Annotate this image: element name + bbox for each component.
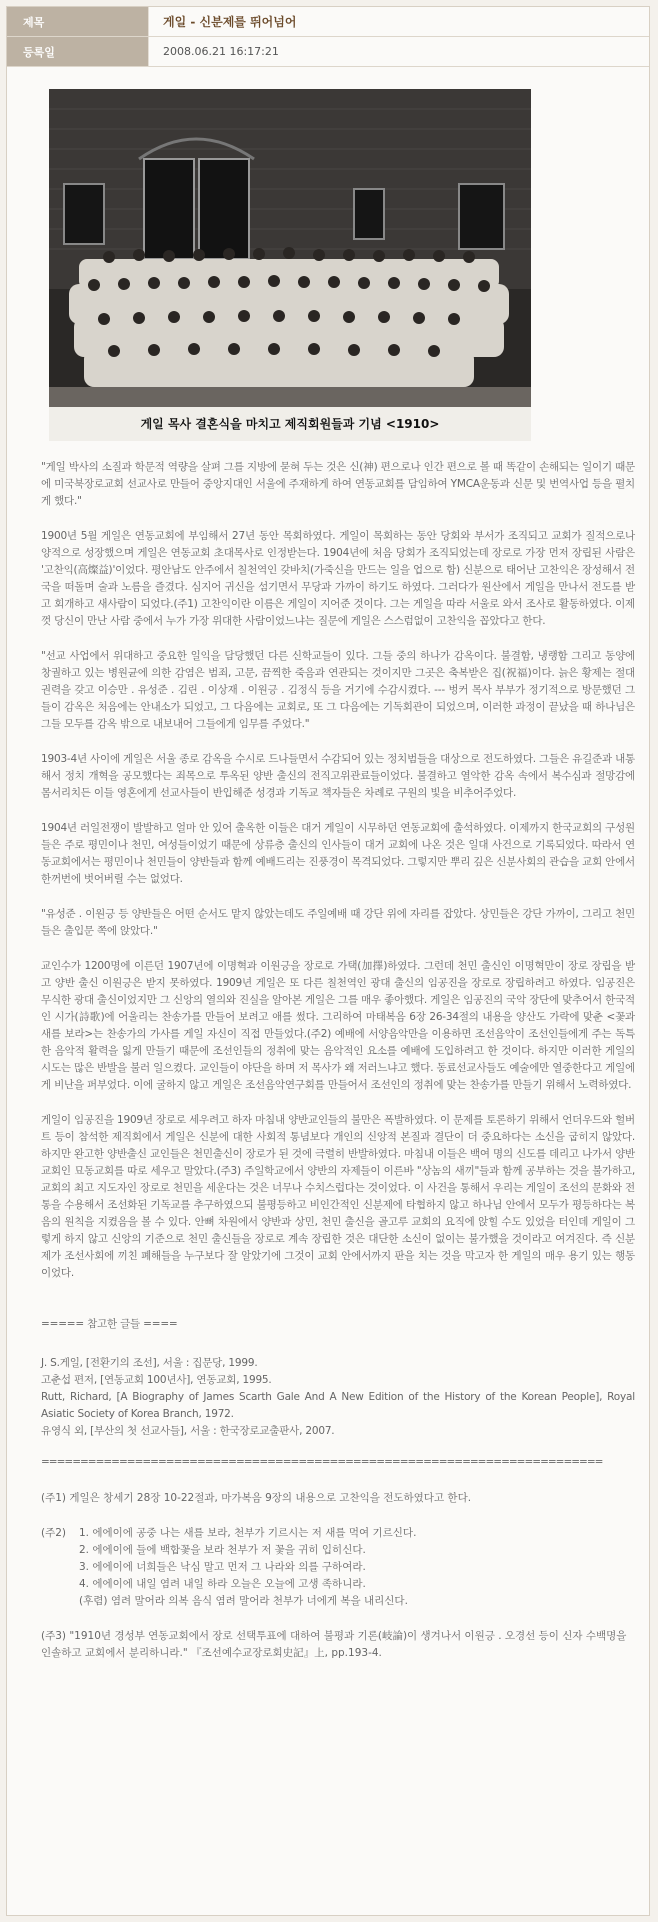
footnote-2-line: 3. 에에이에 너희들은 낙심 말고 먼저 그 나라와 의를 구하여라.	[79, 1561, 366, 1573]
references	[41, 1316, 635, 1440]
reference-item: 유영식 외, [부산의 첫 선교사들], 서울 : 한국장로교출판사, 2007.	[41, 1425, 335, 1437]
reference-item: Rutt, Richard, [A Biography of James Scarth Gale And A New Edition of the History of the Korean People], Royal Asiatic Society of Korea Branch, 1972.	[41, 1391, 635, 1420]
title-label: 제목	[7, 7, 149, 36]
footnote-1: (주1) 게일은 창세기 28장 10-22절과, 마가복음 9장의 내용으로 고찬익을 전도하였다고 한다.	[41, 1492, 472, 1504]
footnote-2	[41, 1525, 635, 1610]
references-heading: ===== 참고한 글들 ====	[41, 1318, 178, 1330]
article-title: 게일 - 신분제를 뛰어넘어	[149, 7, 649, 36]
paragraph: 게일이 임공진을 1909년 장로로 세우려고 하자 마침내 양반교인들의 불만은 폭발하였다. 이 문제를 토론하기 위해서 언더우드와 헐버트 등이 참석한 제직회에서 게일은 신분에 대한 사회적 통념보다 개인의 신앙적 본질과 결단이 더 중요하다는 소신을 굽히지 않았다. 하지만 완고한 양반출신 교인들은 천민출신이 장로가 된 것에 극렬히 반발하였다. 마침내 이들은 백여 명의 신도를 데리고 나가서 양반교회인 묘동교회를 따로 세우고 말았다.(주3) 주일학교에서 양반의 자제들이 이른바 "상놈의 새끼"들과 함께 공부하는 것을 불가하고, 교회의 최고 지도자인 장로로 천민을 세운다는 것은 너무나 수치스럽다는 것이었다. 이 사건을 통해서 우리는 게일이 조선의 문화와 전통을 수용해서 조선화된 기독교를 추구하였으되 불평등하고 비인간적인 신분제에 타협하지 않고 하나님 안에서 모두가 평등하다는 복음의 원칙을 지켰음을 볼 수 있다. 안뼈 차원에서 양반과 상민, 천민 출신을 골고루 교회의 요직에 앉힐 수도 있었을 터인데 게일이 그렇게 하지 않고 신앙의 기준으로 천민 출신들을 장로로 계속 장립한 것은 대단한 소신이 없이는 불가했을 것이라고 여겨진다. 즉 신분제가 조선사회에 끼친 폐해들을 누구보다 잘 알았기에 그것이 교회 안에서까지 판을 치는 것을 막고자 한 게일의 매우 용기 있는 행동이었다.	[41, 1114, 635, 1279]
group-photo-image	[49, 89, 531, 407]
footnote-2-line: 2. 에에이에 들에 백합꽃을 보라 천부가 저 꽃을 귀히 입히신다.	[79, 1544, 366, 1556]
paragraph: 1903-4년 사이에 게일은 서울 종로 감옥을 수시로 드나들면서 수감되어 있는 정치범들을 대상으로 전도하였다. 그들은 유길준과 내통해서 정치 개혁을 공모했다는 죄목으로 투옥된 양반 출신의 전직고위관료들이었다. 불결하고 열악한 감옥 속에서 복수심과 절망감에 몸서리치든 이들 영혼에게 선교사들이 반입해준 성경과 기독교 책자들은 차례로 구원의 빛을 비추어주었다.	[41, 753, 635, 799]
paragraph: 1904년 러일전쟁이 발발하고 얼마 안 있어 출옥한 이들은 대거 게일이 시무하던 연동교회에 출석하였다. 이제까지 한국교회의 구성원들은 주로 평민이나 천민, 여성들이었기 때문에 상류층 출신의 인사들이 대거 교회에 나온 것은 일대 사건으로 기록되었다. 따라서 연동교회에서는 평민이나 천민들이 양반들과 함께 예배드리는 진풍경이 목격되었다. 그렇지만 뿌리 깊은 신분사회의 관습을 교회 안에서 한꺼번에 벗어버릴 수는 없었다.	[41, 822, 635, 885]
reference-item: J. S.게일, [전환기의 조선], 서울 : 집문당, 1999.	[41, 1357, 258, 1369]
footnote-2-line: 1. 에에이에 공중 나는 새를 보라, 천부가 기르시는 저 새를 먹여 기르신다.	[79, 1527, 417, 1539]
paragraph: 1900년 5월 게일은 연동교회에 부임해서 27년 동안 목회하였다. 게일이 목회하는 동안 당회와 부서가 조직되고 교회가 질적으로나 양적으로 성장했으며 게일은 연동교회 초대목사로 인정받는다. 1904년에 처음 당회가 조직되었는데 장로로 가장 먼저 장립된 사람은 '고찬익(高燦益)'이었다. 평안남도 안주에서 칠천역인 갖바치(가죽신을 만드는 일을 업으로 함) 신분으로 태어난 고찬익은 장성해서 전국을 떠돌며 술과 노름을 즐겼다. 심지어 귀신을 섬기면서 무당과 가까이 하기도 하였다. 그러다가 원산에서 게일을 만나서 전도를 받고 회개하고 새사람이 되었다.(주1) 고찬익이란 이름은 게일이 지어준 것이다. 그는 게일을 따라 서울로 와서 조사로 활동하였다. 이제껏 당신이 만난 사람 중에서 누가 가장 위대한 사람이었느냐는 질문에 게일은 스스럼없이 고찬익을 꼽았다고 한다.	[41, 530, 635, 627]
reference-item: 고춘섭 편저, [연동교회 100년사], 연동교회, 1995.	[41, 1374, 272, 1386]
footnote-2-line: 4. 에에이에 내일 염려 내일 하라 오늘은 오늘에 고생 족하니라.	[79, 1578, 366, 1590]
photo-caption: 게일 목사 결혼식을 마치고 제직회원들과 기념 <1910>	[49, 407, 531, 441]
footnote-2-line: (후렴) 염려 말어라 의복 음식 염려 말어라 천부가 너에게 복을 내리신다.	[79, 1595, 408, 1607]
footnote-3: (주3) "1910년 경성부 연동교회에서 장로 선택투표에 대하여 불평과 기론(岐論)이 생겨나서 이원긍 . 오경선 등이 신자 수백명을 인솔하고 교회에서 분리하니라." 『조선예수교장로회史記』上, pp.193-4.	[41, 1630, 627, 1659]
paragraph: 교인수가 1200명에 이른던 1907년에 이명혁과 이원긍을 장로로 가택(加擇)하였다. 그런데 천민 출신인 이명혁만이 장로 장립을 받고 양반 출신 이원긍은 받지 못하였다. 1909년 게일은 또 다른 칠천역인 광대 출신의 임공진을 장로로 장립하려고 하였다. 임공진은 무식한 광대 출신이었지만 그 신앙의 열의와 진실을 알아본 게일은 그를 매우 좋아했다. 게일은 임공진의 국악 장단에 맞추어서 한국적인 시가(詩歌)에 어울리는 찬송가를 만들어 보려고 애를 썼다. 그리하여 마태복음 6장 26-34절의 내용을 양산도 가락에 맞춘 <꽃과 새를 보라>는 찬송가의 가사를 게일 자신이 직접 만들었다.(주2) 예배에 서양음악만을 이용하면 조선음악이 조선인들에게 주는 독특한 음악적 활력을 잃게 만들기 때문에 조선인들의 정취에 맞는 음악적인 요소를 예배에 도입하려고 한 것이다. 하지만 이러한 게일의 시도는 많은 반발을 불러 일으켰다. 교인들이 야단을 하며 저 목사가 왜 저러느냐고 했다. 동료선교사들도 예술에만 열중한다고 게일에게 비난을 퍼부었다. 이에 굴하지 않고 게일은 조선음악연구회를 만들어서 조선인의 정취에 맞는 찬송가를 만들기 위해서 노력하였다.	[41, 960, 635, 1091]
footnote-2-prefix: (주2)	[41, 1527, 67, 1539]
post-date: 2008.06.21 16:17:21	[149, 37, 649, 66]
article-body	[7, 67, 649, 1662]
separator: ========================================================================	[41, 1456, 603, 1468]
paragraph: "게일 박사의 소질과 학문적 역량을 살펴 그를 지방에 묻혀 두는 것은 신(神) 편으로나 인간 편으로 볼 때 똑같이 손해되는 일이기 때문에 미국북장로교회 선교사로 만들어 중앙지대인 서울에 주재하게 하여 연동교회를 담임하여 YMCA운동과 신문 및 번역사업 등을 펼치게 했다."	[41, 461, 635, 507]
paragraph: "선교 사업에서 위대하고 중요한 일익을 담당했던 다른 신학교들이 있다. 그들 중의 하나가 감옥이다. 불결함, 냉랭함 그리고 동양에 창궐하고 있는 병원균에 의한 감염은 범죄, 고문, 끔찍한 죽음과 연관되는 것이지만 그곳은 축복받은 집(祝福)이다. 늙은 황제는 절대 권력을 갖고 이승만 . 유성준 . 김린 . 이상재 . 이원긍 . 김정식 등을 거기에 수감시켰다. --- 벙커 목사 부부가 정기적으로 방문했던 그들이 감옥은 처음에는 안내소가 되었고, 그 다음에는 교회로, 또 그 다음에는 기독회관이 되었으며, 이러한 과정이 끝났을 때 하나님은 그들 모두를 감옥 밖으로 내보내어 그들에게 임무를 주었다."	[41, 650, 635, 730]
paragraph: "유성준 . 이원긍 등 양반들은 어떤 순서도 맡지 않았는데도 주일예배 때 강단 위에 자리를 잡았다. 상민들은 강단 가까이, 그리고 천민들은 출입문 쪽에 앉았다."	[41, 908, 635, 937]
date-row	[7, 37, 649, 67]
title-row	[7, 7, 649, 37]
group-photo	[49, 89, 531, 441]
date-label: 등록일	[7, 37, 149, 66]
article-frame	[6, 6, 650, 1916]
